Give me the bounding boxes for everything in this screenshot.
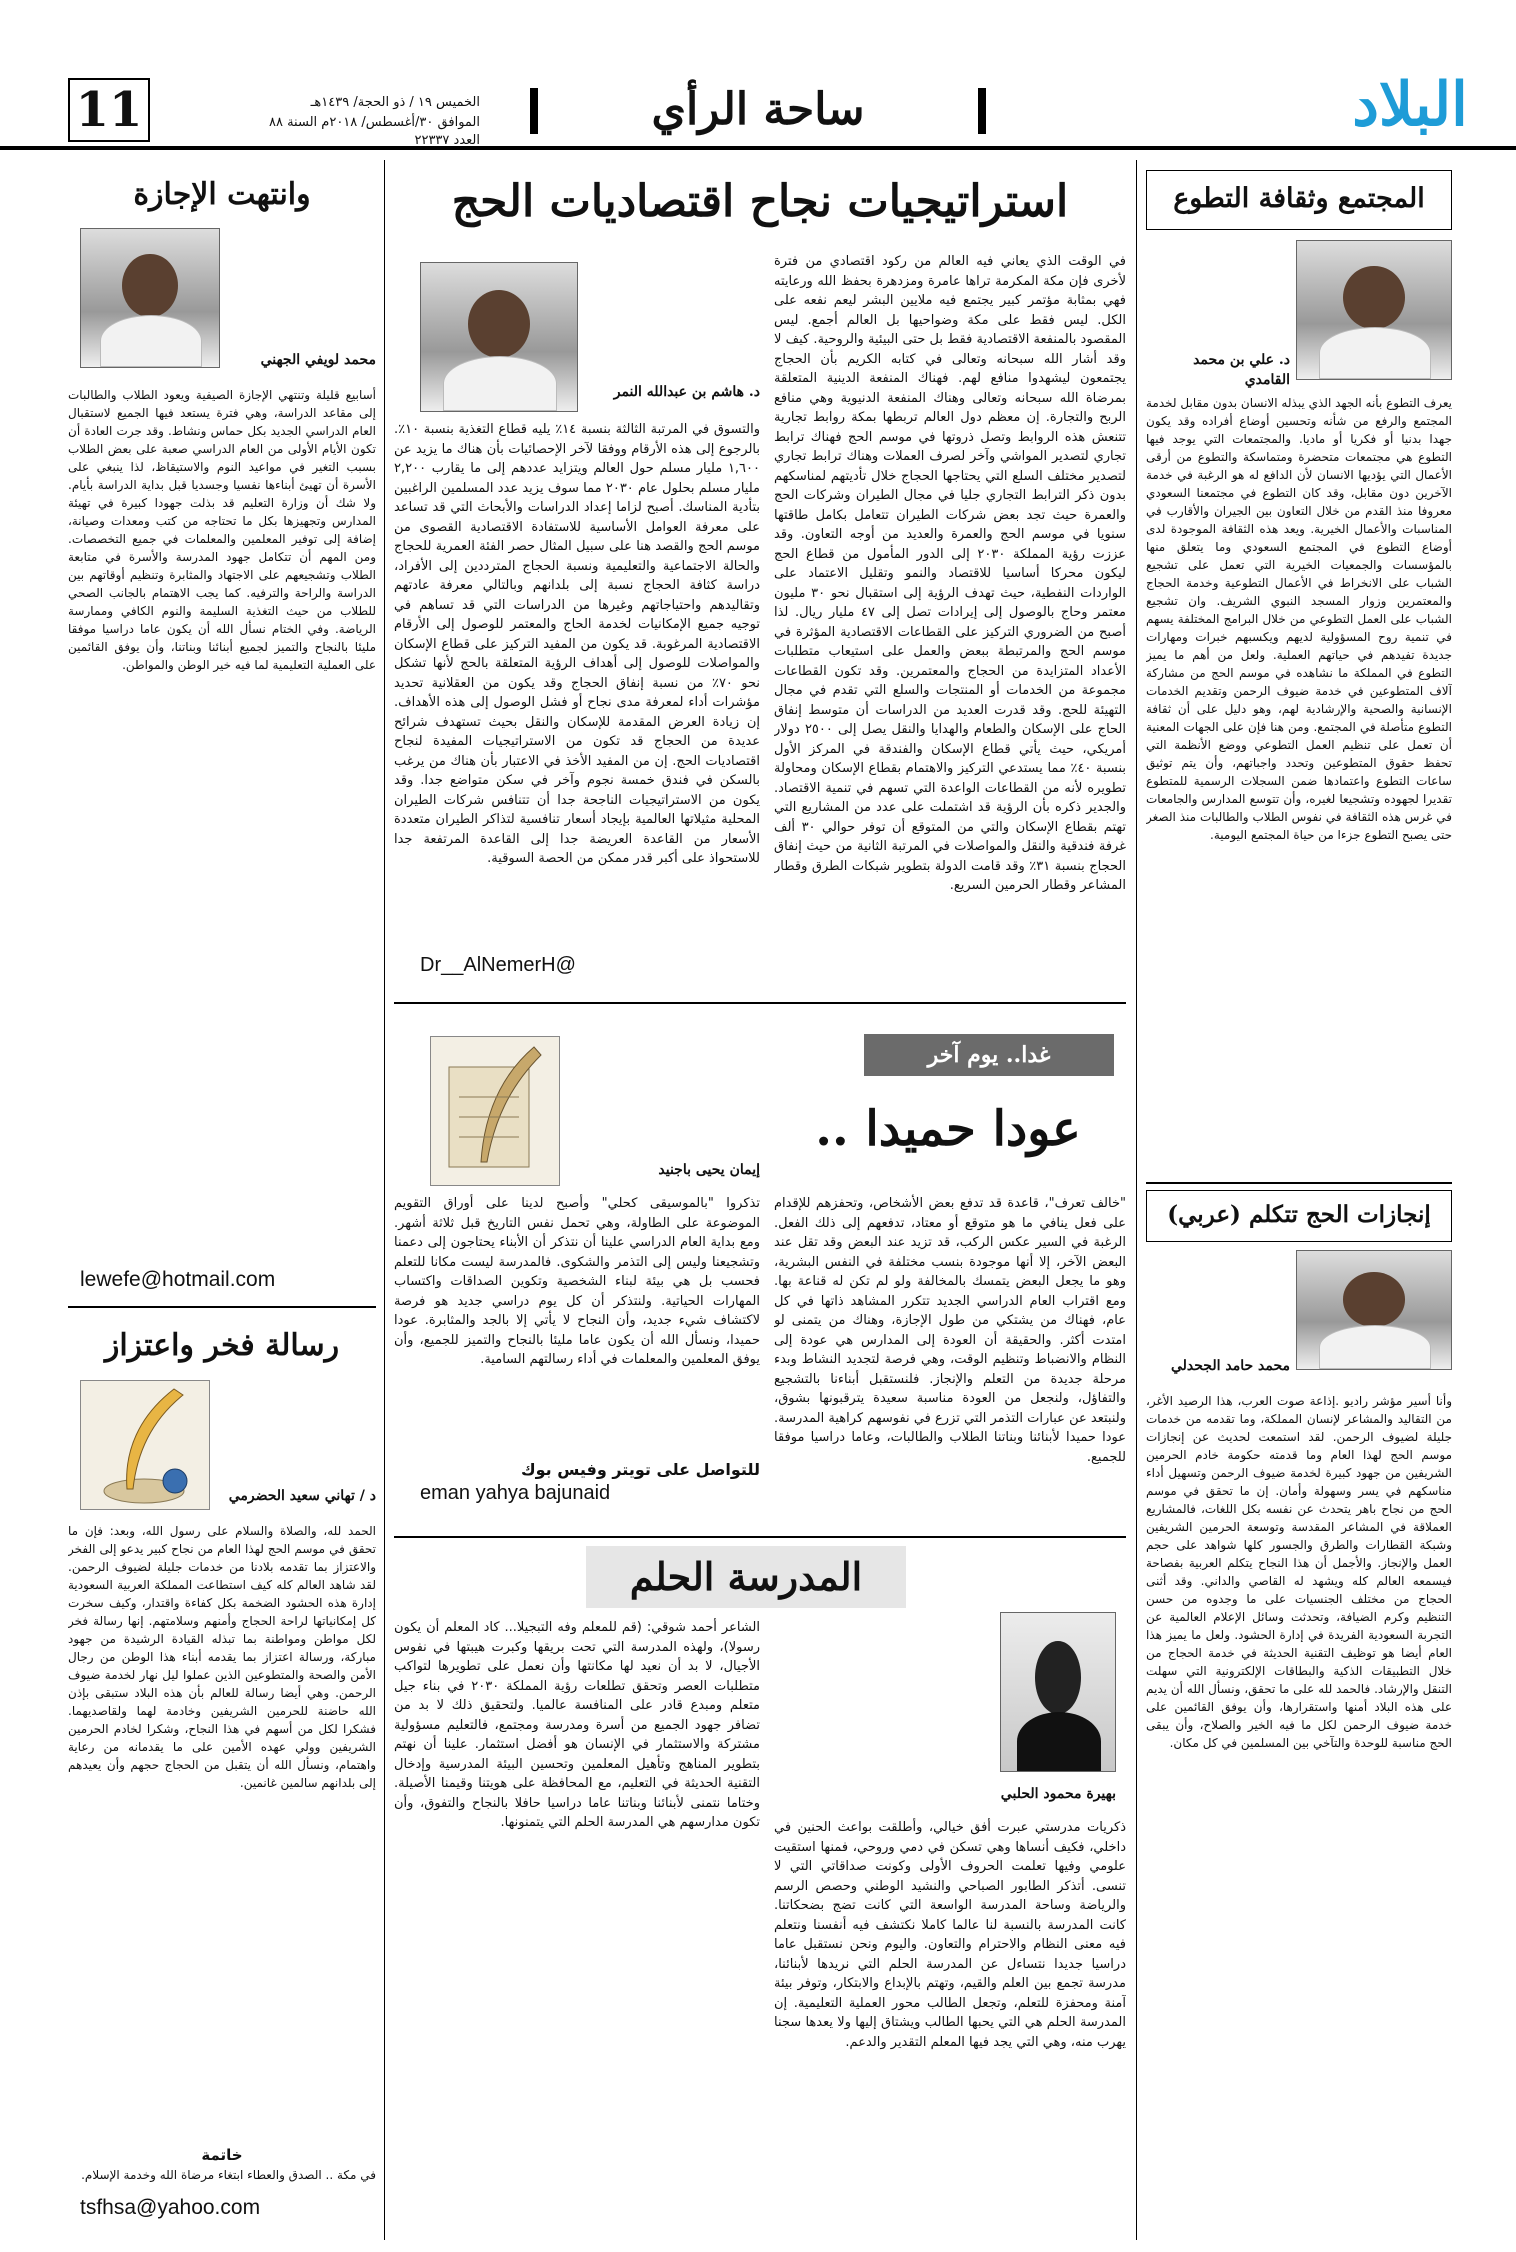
feather-pen-icon <box>79 1381 209 1511</box>
section-divider <box>394 1536 1126 1538</box>
quill-illustration <box>430 1036 560 1186</box>
article-title-box <box>1146 1190 1452 1242</box>
title-divider <box>978 88 986 134</box>
author-name: محمد حامد الجحدلي <box>1170 1358 1290 1374</box>
article-title: المجتمع وثقافة التطوع <box>1173 183 1425 214</box>
issue-date-gregorian: الموافق ٣٠/أغسطس/ ٢٠١٨م السنة ٨٨ العدد ٢٢٣٣٧ <box>268 115 480 148</box>
section-divider <box>394 1002 1126 1004</box>
author-name: محمد لويفي الجهني <box>260 352 376 368</box>
author-twitter[interactable]: Dr__AlNemerH@ <box>420 954 576 976</box>
title-divider <box>530 88 538 134</box>
article-column: والتسوق في المرتبة الثالثة بنسبة ١٤٪ يليه قطاع التغذية بنسبة ١٠٪. بالرجوع إلى هذه الأرقام ووفقا لآخر الإحصائيات بأن هناك ما يزيد عن ١,٦٠٠ مليار مسلم حول العالم ويتزايد عددهم إلى ما يقارب ٢,٢٠٠ مليار مسلم بحلول عام ٢٠٣٠ مما سوف يزيد عدد المسلمين الراغبين بتأدية المناسك. أصبح لزاما إعداد الدراسات والأبحاث التي قد تساعد على معرفة العوامل الأساسية للاستفادة الاقتصادية القصوى من موسم الحج والقصد هنا على سبيل المثال حصر الفئة العمرية للحجاج والحالة الاجتماعية والتعليمية ونسبة الحجاج المترددين إلى الأفراد، دراسة كثافة الحجاج نسبة إلى بلدانهم وبالتالي معرفة عادتهم وتقاليدهم واحتياجاتهم وغيرها من الدراسات التي قد تساهم في توجيه جميع الإمكانيات لخدمة الحاج والمعتمر للوصول إلى الأرقام الاقتصادية المرغوبة. قد يكون من المفيد التركيز على قطاع الإسكان والمواصلات للوصول إلى أهداف الرؤية المتعلقة بالحج لأنها تشكل نحو ٧٠٪ من نسبة إنفاق الحجاج وقد يكون من العقلانية تحديد مؤشرات أداء لمعرفة مدى نجاح أو فشل الوصول إلى هذه الأهداف. إن زيادة العرض المقدمة للإسكان والنقل بحيث تستهدف شرائح عديدة من الحجاج قد تكون من الاستراتيجيات المفيدة لنجاح اقتصاديات الحج. إن من المفيد الأخذ في الاعتبار بأن هناك من يرغب بالسكن في فندق خمسة نجوم وآخر في سكن متواضع جدا. وقد يكون من الاستراتيجيات الناجحة جدا أن تتنافس شركات الطيران المحلية مثيلاتها العالمية بإيجاد أسعار تنافسية لتذاكر الطيران متعددة الأسعار من القاعدة العريضة جدا إلى القاعدة المرتفعة جدا للاستحواذ على أكبر قدر ممكن من الحصة السوقية. <box>394 422 760 866</box>
article-column: تذكروا "بالموسيقى كحلي" وأصبح لدينا على أوراق التقويم الموضوعة على الطاولة، وهي تحمل نفس التاريخ قبل ثلاثة أشهر. ومع بداية العام الدراسي علينا أن نتذكر أن الأبناء يحتاجون إلى دعمنا وتشجيعنا وليس إلى التذمر والشكوى. فالمدرسة ليست مكانا للتعلم فحسب بل هي بيئة لبناء الشخصية وتكوين الصداقات واكتساب المهارات الحياتية. ولنتذكر أن كل يوم دراسي جديد هو فرصة لاكتشاف شيء جديد، وأن النجاح لا يأتي إلا بالجد والمثابرة. عودا حميدا، ونسأل الله أن يكون عاما مليئا بالنجاح والتميز للجميع، وأن يوفق المعلمين والمعلمات في أداء رسالتهم السامية. <box>394 1196 760 1367</box>
article-title: المدرسة الحلم <box>586 1546 906 1608</box>
article-title: إنجازات الحج تتكلم (عربي) <box>1167 1201 1431 1228</box>
author-photo <box>1000 1612 1116 1772</box>
author-name: د / تهاني سعيد الحضرمي <box>228 1488 376 1504</box>
article-body: أسابيع قليلة وتنتهي الإجازة الصيفية ويعود الطلاب والطالبات إلى مقاعد الدراسة، وهي فترة يستعد فيها الجميع لاستقبال العام الدراسي الجديد بكل حماس ونشاط. وقد جرت العادة أن تكون الأيام الأولى من العام الدراسي صعبة على بعض الطلاب بسبب التغير في مواعيد النوم والاستيقاظ، لذا ينبغي على الأسرة أن تهيئ أبناءها نفسيا وجسديا قبل بداية الدراسة بأيام. ولا شك أن وزارة التعليم قد بذلت جهودا كبيرة في تهيئة المدارس وتجهيزها بكل ما تحتاجه من كتب ومعدات وصيانة، إضافة إلى توفير المعلمين والمعلمات في جميع التخصصات. ومن المهم أن تتكامل جهود المدرسة والأسرة في متابعة الطلاب وتشجيعهم على الاجتهاد والمثابرة وتنظيم أوقاتهم بين الدراسة والراحة والترفيه. كما يجب الاهتمام بالجانب الصحي للطلاب من حيث التغذية السليمة والنوم الكافي وممارسة الرياضة. وفي الختام نسأل الله أن يكون عاما دراسيا موفقا مليئا بالنجاح والتميز لجميع أبنائنا وبناتنا، وأن يوفق القائمين على العملية التعليمية لما فيه خير الوطن والمواطن. <box>68 388 376 672</box>
quill-pen-icon <box>429 1037 559 1187</box>
closing-heading: خاتمة <box>201 2146 243 2164</box>
page-number: 11 <box>68 78 150 142</box>
author-photo <box>80 228 220 368</box>
article-column: في الوقت الذي يعاني فيه العالم من ركود اقتصادي من فترة لأخرى فإن مكة المكرمة تراها عامرة ومزدهرة بحفظ الله ورعايته فهي بمثابة مؤتمر كبير يجتمع فيه ملايين البشر ليعم نفعه على الكل. ليس فقط على مكة وضواحيها بل العالم أجمع. ليس المقصود بالمنفعة الاقتصادية فقط بل حتى البيئية والروحية. كيف لا وقد أشار الله سبحانه وتعالى في كتابه الكريم بأن الحجاج يجتمعون ليشهدوا منافع لهم. فهناك المنفعة الدينية المتعلقة بمرضاة الله سبحانه وتعالى وهناك المنفعة الدنيوية وهي منافع الربح والتجارة. إن معظم دول العالم تربطها بمكة روابط تجارية تتنعش هذه الروابط وتصل ذروتها في موسم الحج فهناك ترابط تجاري لتصدير المواشي وآخر لصرف العملات وهناك ترابط تجاري لتصدير مختلف السلع التي يحتاجها الحجاج خلال تأديتهم لمناسكهم بدون ذكر الترابط التجاري جليا في مجال الطيران وشركات الحج والعمرة حيث تجد بعض شركات الطيران تتعامل بكامل طاقتها سنويا في موسم الحج والعمرة والعديد من أوجه التعاون. وقد عززت رؤية المملكة ٢٠٣٠ إلى الدور المأمول من قطاع الحج ليكون محركا أساسيا للاقتصاد والنمو وتقليل الاعتماد على الواردات النفطية، حيث تهدف الرؤية إلى استقبال نحو ٣٠ مليون معتمر وحاج بالوصول إلى إيرادات تصل إلى ٤٧ مليار ريال. لذا أصبح من الضروري التركيز على القطاعات الاقتصادية المؤثرة في موسم الحج والمرتبطة ببعض والعمل على استيعاب متطلبات الأعداد المتزايدة من الحجاج والمعتمرين. وقد تكون القطاعات مجموعة من الخدمات أو المنتجات والسلع التي تقدم في مجال التهيئة للحج. وقد قدرت العديد من الدراسات أن متوسط إنفاق الحاج على الإسكان والطعام والهدايا والنقل يصل إلى ٢٥٠٠ دولار أمريكي، حيث يأتي قطاع الإسكان والفندقة في المركز الأول بنسبة ٤٠٪ مما يستدعي التركيز والاهتمام بقطاع الإسكان ومحاولة تطويره لأنه من القطاعات الواعدة التي تسهم في تنمية الاقتصاد. والجدير ذكره بأن الرؤية قد اشتملت على عدد من المشاريع التي تهتم بقطاع الإسكان والتي من المتوقع أن توفر حوالي ٣٠ ألف غرفة فندقية والنقل والمواصلات في المرتبة الثانية من حيث إنفاق الحجاج بنسبة ٣١٪ وقد قامت الدولة بتطوير شبكات الطرق وقطار المشاعر وقطار الحرمين السريع. <box>774 254 1126 893</box>
author-name: د. هاشم بن عبدالله النمر <box>613 384 760 400</box>
article-body: يعرف التطوع بأنه الجهد الذي يبذله الانسان بدون مقابل لخدمة المجتمع والرفع من شأنه وتحسين أوضاع أفراده وقد يكون جهدا بدنيا أو فكريا أو ماديا. والمجتمعات التي يوجد فيها التطوع هي مجتمعات متحضرة ومتماسكة والتطوع من أرقى الأعمال التي يؤديها الانسان لأن الدافع له هو الرغبة في خدمة الآخرين دون مقابل، وقد كان التطوع في مجتمعنا السعودي معروفا منذ القدم من خلال التعاون بين الجيران والأقارب في المناسبات والأعمال الخيرية. ويعد هذه الثقافة الموجودة لدى أوضاع التطوع في المجتمع السعودي وما يتعلق منها بالمؤسسات والجمعيات الخيرية التي تعمل على تشجيع الشباب على الانخراط في الأعمال التطوعية وخدمة الحجاج والمعتمرين وزوار المسجد النبوي الشريف. وان تشجيع الشباب على العمل التطوعي من خلال البرامج المختلفة يسهم في تنمية روح المسؤولية لديهم ويكسبهم خبرات ومهارات جديدة تفيدهم في حياتهم العملية. ولعل من أهم ما يميز التطوع في المملكة ما نشاهده في موسم الحج من مشاركة آلاف المتطوعين في خدمة ضيوف الرحمن وتقديم الخدمات الإنسانية والصحية والإرشادية لهم، وهو دليل على أن ثقافة التطوع متأصلة في المجتمع. ومن هنا فإن على الجهات المعنية أن تعمل على تنظيم العمل التطوعي ووضع الأنظمة التي تحفظ حقوق المتطوعين وتحدد واجباتهم، وأن يتم توثيق ساعات التطوع واعتمادها ضمن السجلات الرسمية للمتطوع تقديرا لجهوده وتشجيعا لغيره، وأن تتوسع المدارس والجامعات في غرس هذه الثقافة في نفوس الطلاب والطالبات منذ الصغر حتى يصبح التطوع جزءا من حياة المجتمع اليومية. <box>1146 396 1452 842</box>
contact-handle[interactable]: eman yahya bajunaid <box>420 1482 611 1504</box>
article-column: "خالف تعرف"، قاعدة قد تدفع بعض الأشخاص، وتحفزهم للإقدام على فعل ينافي ما هو متوقع أو معتاد، تدفعهم إلى ذلك الفعل. الرغبة في السير عكس الركب، قد تزيد عند البعض وقد تقل عند البعض الآخر، إلا أنها موجودة بنسب مختلفة في النفس البشرية، وهو ما يجعل البعض يتمسك بالمخالفة ولو لم تكن له قناعة بها. ومع اقتراب العام الدراسي الجديد تتكرر المشاهد ذاتها في كل عام، فهناك من يشتكي من طول الإجازة، وهناك من يتمنى لو امتدت أكثر. والحقيقة أن العودة إلى المدارس هي عودة إلى النظام والانضباط وتنظيم الوقت، وهي فرصة لتجديد النشاط وبدء مرحلة جديدة من التعلم والإنجاز. فلنستقبل أبناءنا بالتشجيع والتفاؤل، ولنجعل من العودة مناسبة سعيدة يترقبونها بشوق، ولنبتعد عن عبارات التذمر التي تزرع في نفوسهم كراهية المدرسة. عودا حميدا لأبنائنا وبناتنا الطلاب والطالبات، وعاما دراسيا موفقا للجميع. <box>774 1196 1126 1465</box>
author-photo <box>1296 240 1452 380</box>
article-column: الشاعر أحمد شوقي: (قم للمعلم وفه التبجيلا... كاد المعلم أن يكون رسولا)، ولهذه المدرسة التي تحت بريقها وكبرت هيبتها في نفوس الأجيال، لا بد أن نعيد لها مكانتها وأن نعمل على تطويرها لتواكب متطلبات العصر وتحقق تطلعات رؤية المملكة ٢٠٣٠ في بناء جيل متعلم ومبدع قادر على المنافسة عالميا. ولتحقيق ذلك لا بد من تضافر جهود الجميع من أسرة ومدرسة ومجتمع، فالتعليم مسؤولية مشتركة والاستثمار في الإنسان هو أفضل استثمار. علينا أن نهتم بتطوير المناهج وتأهيل المعلمين وتحسين البيئة المدرسية وإدخال التقنية الحديثة في التعليم، مع المحافظة على هويتنا وقيمنا الأصيلة. وختاما نتمنى لأبنائنا وبناتنا عاما دراسيا حافلا بالنجاح والتفوق، وأن تكون مدارسهم هي المدرسة الحلم التي يتمنونها. <box>394 1620 760 1830</box>
author-email[interactable]: lewefe@hotmail.com <box>80 1268 276 1291</box>
section-divider <box>68 1306 376 1308</box>
author-photo <box>420 262 578 412</box>
article-body: وأنا أسير مؤشر راديو .إذاعة صوت العرب، هذا الرصيد الأغر، من التقاليد والمشاعر لإنسان المملكة، وما تقدمه من خدمات جليلة لضيوف الرحمن. لقد استمعت لحديث عن إنجازات موسم الحج لهذا العام وما قدمته حكومة خادم الحرمين الشريفين من جهود كبيرة لخدمة ضيوف الرحمن وتسهيل أداء مناسكهم في يسر وسهولة وأمان. إن ما تحقق في موسم الحج من نجاح باهر يتحدث عن نفسه بكل اللغات، فالمشاريع العملاقة في المشاعر المقدسة وتوسعة الحرمين الشريفين وشبكة القطارات والطرق والجسور كلها شواهد على حجم العمل والإنجاز. والأجمل أن هذا النجاح يتكلم العربية بفصاحة فيسمعه العالم كله ويشهد له القاصي والداني. وقد أثنى الحجاج من مختلف الجنسيات على ما وجدوه من حسن التنظيم وكرم الضيافة، وتحدثت وسائل الإعلام العالمية عن التجربة السعودية الفريدة في إدارة الحشود. ولعل ما يميز هذا العام أيضا هو توظيف التقنية الحديثة في خدمة الحجاج من خلال التطبيقات الذكية والبطاقات الإلكترونية التي سهلت التنقل والإرشاد. فالحمد لله على ما تحقق، ونسأل الله أن يديم على هذه البلاد أمنها واستقرارها، وأن يوفق القائمين على خدمة ضيوف الرحمن لكل ما فيه الخير والصلاح، وأن يبقى الحج مناسبة للوحدة والتآخي بين المسلمين في كل مكان. <box>1146 1394 1452 1750</box>
column-banner: غدا.. يوم آخر <box>864 1034 1114 1076</box>
section-title: ساحة الرأي <box>651 84 865 135</box>
article-title-box <box>1146 170 1452 230</box>
issue-date: الخميس ١٩ / ذو الحجة/ ١٤٣٩هـ <box>310 95 480 110</box>
column-rule <box>384 160 385 2240</box>
author-name: د. علي بن محمد القامدي <box>1193 352 1290 388</box>
closing-text: في مكة .. الصدق والعطاء ابتغاء مرضاة الله وخدمة الإسلام. <box>81 2168 376 2182</box>
author-name: إيمان يحيى باجنيد <box>658 1162 760 1178</box>
column-rule <box>1136 160 1137 2240</box>
article-title: عودا حميدا .. <box>815 1101 1081 1157</box>
article-column: ذكريات مدرستي عبرت أفق خيالي، وأطلقت بواعث الحنين في داخلي، فكيف أنساها وهي تسكن في دمي وروحي، فمنها استقيت علومي وفيها تعلمت الحروف الأولى وكونت صداقاتي التي لا تنسى. أتذكر الطابور الصباحي والنشيد الوطني وحصص الرسم والرياضة وساحة المدرسة الواسعة التي كانت تضج بضحكاتنا. كانت المدرسة بالنسبة لنا عالما كاملا نكتشف فيه أنفسنا ونتعلم فيه معنى النظام والاحترام والتعاون. واليوم ونحن نستقبل عاما دراسيا جديدا نتساءل عن المدرسة الحلم التي نريدها لأبنائنا، مدرسة تجمع بين العلم والقيم، وتهتم بالإبداع والابتكار، وتوفر بيئة آمنة ومحفزة للتعلم، وتجعل الطالب محور العملية التعليمية. إن المدرسة الحلم هي التي يحبها الطالب ويشتاق إليها ولا يعدها سجنا يهرب منه، وهي التي يجد فيها المعلم التقدير والدعم. <box>774 1820 1126 2050</box>
newspaper-logo[interactable]: البلاد <box>1352 70 1468 140</box>
section-divider <box>1146 1182 1452 1184</box>
contact-label: للتواصل على تويتر وفيس بوك <box>520 1460 760 1479</box>
author-email[interactable]: tsfhsa@yahoo.com <box>80 2196 261 2219</box>
author-photo <box>1296 1250 1452 1370</box>
feather-illustration <box>80 1380 210 1510</box>
article-title: رسالة فخر واعتزاز <box>104 1328 340 1363</box>
author-name: بهيرة محمود الحلبي <box>1000 1786 1116 1802</box>
article-body: الحمد لله، والصلاة والسلام على رسول الله، وبعد: فإن ما تحقق في موسم الحج لهذا العام من نجاح كبير يدعو إلى الفخر والاعتزاز بما تقدمه بلادنا من خدمات جليلة لضيوف الرحمن. لقد شاهد العالم كله كيف استطاعت المملكة العربية السعودية إدارة هذه الحشود الضخمة بكل كفاءة واقتدار، وكيف سخرت كل إمكانياتها لراحة الحجاج وأمنهم وسلامتهم. إنها رسالة فخر لكل مواطن ومواطنة بما تبذله القيادة الرشيدة من جهود مباركة، ورسالة اعتزاز بما يقدمه أبناء هذا الوطن من رجال الأمن والصحة والمتطوعين الذين عملوا ليل نهار لخدمة ضيوف الرحمن. وهي أيضا رسالة للعالم بأن هذه البلاد ستبقى بإذن الله حاضنة للحرمين الشريفين وخادمة لهما ولقاصديهما. فشكرا لكل من أسهم في هذا النجاح، وشكرا لخادم الحرمين الشريفين وولي عهده الأمين على ما يقدمانه من رعاية واهتمام، ونسأل الله أن يتقبل من الحجاج حجهم وأن يعيدهم إلى بلدانهم سالمين غانمين. <box>68 1524 376 1790</box>
article-title: وانتهت الإجازة <box>133 177 311 212</box>
main-headline: استراتيجيات نجاح اقتصاديات الحج <box>451 176 1069 227</box>
